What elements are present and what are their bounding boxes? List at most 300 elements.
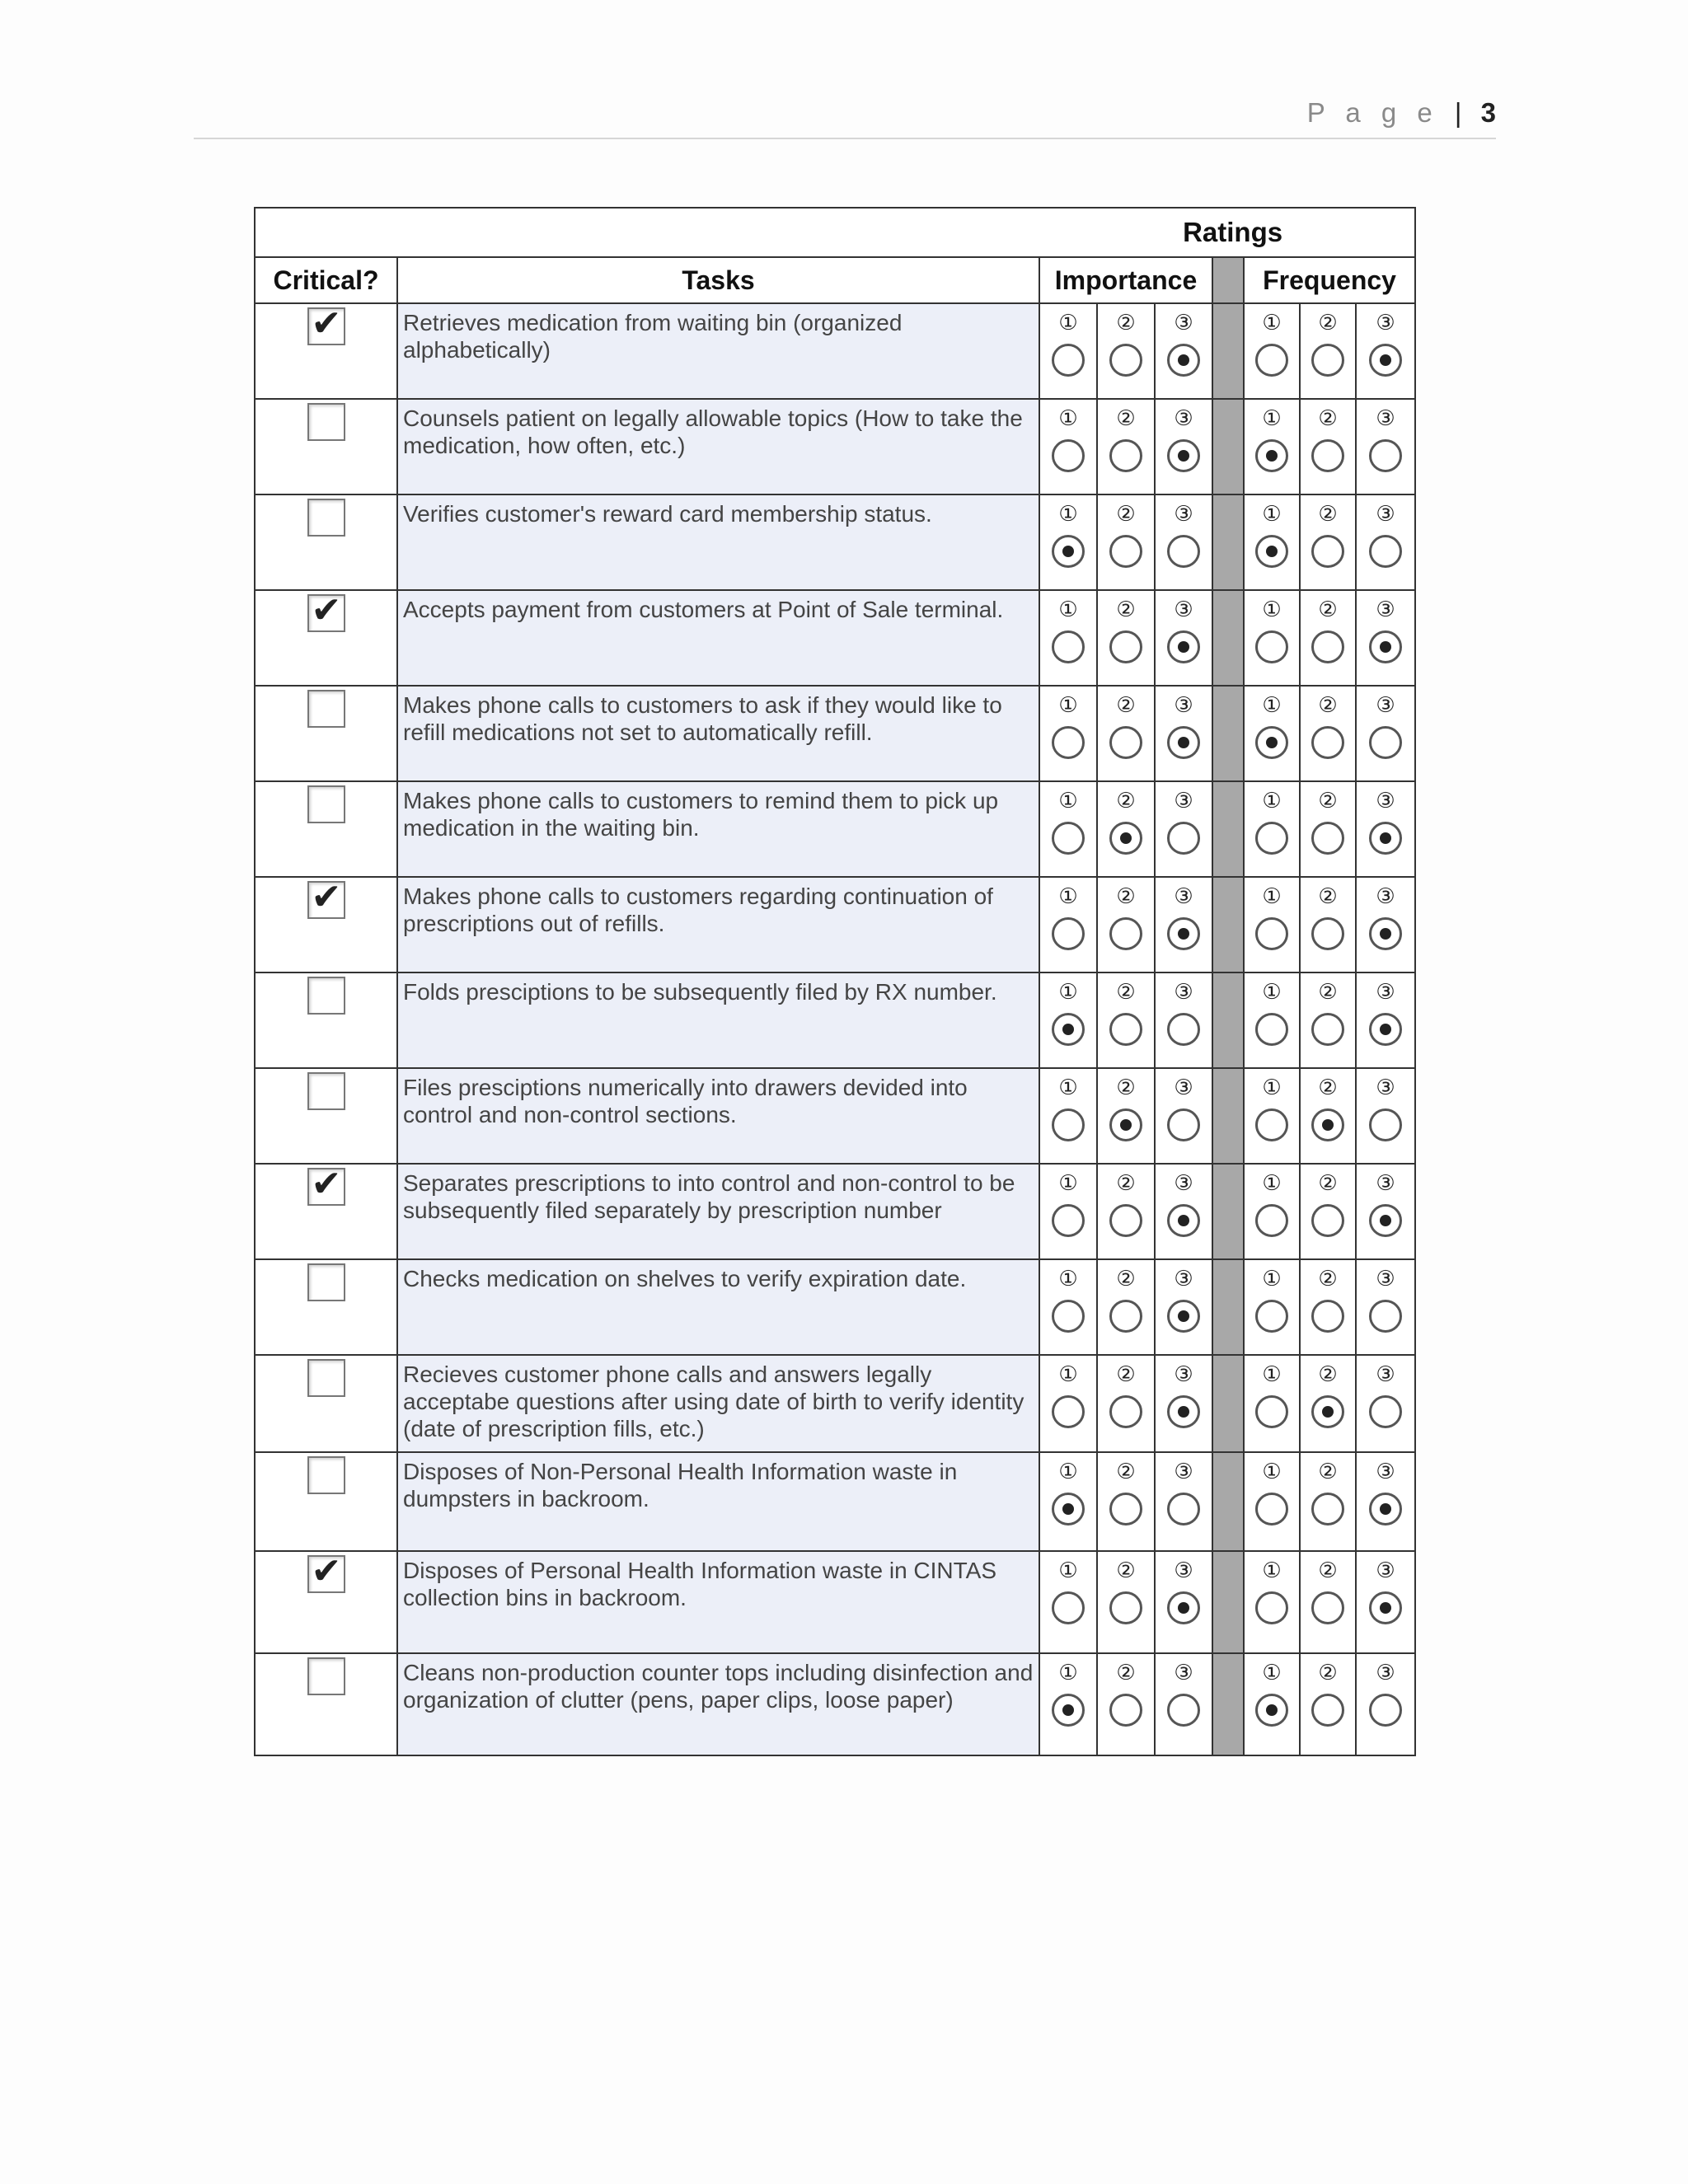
importance-radio-2[interactable] — [1109, 630, 1142, 663]
frequency-radio-2[interactable] — [1311, 1395, 1344, 1428]
importance-radio-2[interactable] — [1109, 1300, 1142, 1333]
importance-option-cell — [1155, 399, 1212, 494]
frequency-option-label: ① — [1262, 1076, 1282, 1100]
critical-header: Critical? — [255, 257, 397, 303]
frequency-radio-1[interactable] — [1255, 726, 1288, 759]
importance-radio-2[interactable] — [1109, 1694, 1142, 1727]
frequency-radio-3[interactable] — [1369, 726, 1402, 759]
frequency-option-label: ② — [1318, 1267, 1338, 1291]
importance-radio-2[interactable] — [1109, 1204, 1142, 1237]
frequency-option-cell — [1300, 1164, 1356, 1259]
frequency-radio-2[interactable] — [1311, 1013, 1344, 1046]
importance-radio-3[interactable] — [1167, 726, 1200, 759]
importance-radio-3[interactable] — [1167, 1493, 1200, 1526]
critical-checkbox[interactable] — [307, 785, 345, 823]
frequency-radio-2[interactable] — [1311, 439, 1344, 472]
importance-option-label: ① — [1058, 598, 1078, 622]
frequency-option-label: ② — [1318, 789, 1338, 813]
importance-header: Importance — [1039, 257, 1212, 303]
importance-option-label: ① — [1058, 1267, 1078, 1291]
importance-option-cell — [1097, 1164, 1155, 1259]
frequency-option-cell — [1356, 494, 1415, 590]
importance-option-label: ① — [1058, 980, 1078, 1005]
frequency-option-label: ① — [1262, 1460, 1282, 1484]
frequency-option-label: ② — [1318, 1661, 1338, 1685]
frequency-radio-3[interactable] — [1369, 1108, 1402, 1141]
importance-option-label: ① — [1058, 1661, 1078, 1685]
frequency-radio-1[interactable] — [1255, 344, 1288, 377]
importance-option-label: ① — [1058, 1558, 1078, 1583]
importance-option-label: ③ — [1174, 1076, 1193, 1100]
frequency-option-label: ① — [1262, 598, 1282, 622]
frequency-option-cell — [1244, 590, 1300, 686]
frequency-option-label: ③ — [1376, 693, 1395, 718]
importance-radio-2[interactable] — [1109, 535, 1142, 568]
checkmark-icon: ✔ — [311, 876, 342, 918]
importance-radio-1[interactable] — [1052, 1591, 1085, 1624]
frequency-radio-3[interactable] — [1369, 822, 1402, 855]
frequency-option-label: ③ — [1376, 502, 1395, 527]
task-text: Verifies customer's reward card membership status. — [397, 494, 1039, 590]
importance-option-cell — [1155, 590, 1212, 686]
critical-cell — [255, 303, 397, 399]
frequency-option-label: ② — [1318, 598, 1338, 622]
importance-option-label: ③ — [1174, 1460, 1193, 1484]
frequency-radio-1[interactable] — [1255, 1204, 1288, 1237]
task-text: Makes phone calls to customers regarding continuation of prescriptions out of refills. — [397, 877, 1039, 972]
frequency-option-cell — [1300, 972, 1356, 1068]
importance-option-label: ① — [1058, 1362, 1078, 1387]
importance-option-label: ③ — [1174, 1362, 1193, 1387]
task-rows — [255, 303, 1415, 1755]
table-row — [255, 590, 1415, 686]
importance-option-cell — [1039, 1452, 1097, 1551]
importance-radio-1[interactable] — [1052, 822, 1085, 855]
frequency-radio-3[interactable] — [1369, 1300, 1402, 1333]
importance-option-cell — [1039, 1653, 1097, 1755]
importance-option-cell — [1097, 1259, 1155, 1355]
frequency-option-label: ② — [1318, 980, 1338, 1005]
critical-cell — [255, 1259, 397, 1355]
checkmark-icon: ✔ — [311, 589, 342, 631]
frequency-option-cell — [1356, 1551, 1415, 1653]
importance-option-cell — [1097, 303, 1155, 399]
importance-option-label: ③ — [1174, 789, 1193, 813]
frequency-option-cell — [1300, 303, 1356, 399]
rating-divider — [1212, 1355, 1244, 1452]
frequency-option-cell — [1356, 686, 1415, 781]
frequency-radio-3[interactable] — [1369, 1493, 1402, 1526]
frequency-radio-1[interactable] — [1255, 1300, 1288, 1333]
frequency-radio-1[interactable] — [1255, 439, 1288, 472]
table-row — [255, 972, 1415, 1068]
frequency-option-label: ③ — [1376, 406, 1395, 431]
frequency-option-cell — [1244, 303, 1300, 399]
critical-checkbox[interactable] — [307, 876, 345, 919]
task-text: Files presciptions numerically into drawers devided into control and non-control sections. — [397, 1068, 1039, 1164]
importance-radio-1[interactable] — [1052, 1108, 1085, 1141]
frequency-option-cell — [1300, 877, 1356, 972]
importance-option-label: ③ — [1174, 1661, 1193, 1685]
importance-option-cell — [1155, 781, 1212, 877]
importance-radio-3[interactable] — [1167, 822, 1200, 855]
frequency-radio-3[interactable] — [1369, 1694, 1402, 1727]
importance-option-label: ② — [1116, 884, 1136, 909]
importance-radio-1[interactable] — [1052, 917, 1085, 950]
rating-divider — [1212, 1452, 1244, 1551]
frequency-option-label: ③ — [1376, 789, 1395, 813]
rating-divider — [1212, 1259, 1244, 1355]
importance-radio-2[interactable] — [1109, 439, 1142, 472]
rating-divider — [1212, 303, 1244, 399]
importance-option-label: ① — [1058, 1171, 1078, 1196]
frequency-radio-2[interactable] — [1311, 1108, 1344, 1141]
importance-option-label: ② — [1116, 1076, 1136, 1100]
frequency-radio-2[interactable] — [1311, 344, 1344, 377]
importance-option-label: ② — [1116, 1558, 1136, 1583]
frequency-radio-1[interactable] — [1255, 1493, 1288, 1526]
rating-divider — [1212, 1653, 1244, 1755]
frequency-radio-3[interactable] — [1369, 917, 1402, 950]
frequency-radio-1[interactable] — [1255, 535, 1288, 568]
task-text: Makes phone calls to customers to ask if they would like to refill medications not set to automatically refill. — [397, 686, 1039, 781]
frequency-option-cell — [1300, 494, 1356, 590]
importance-option-cell — [1155, 1452, 1212, 1551]
importance-option-label: ③ — [1174, 1267, 1193, 1291]
frequency-option-cell — [1244, 686, 1300, 781]
frequency-option-cell — [1244, 1355, 1300, 1452]
frequency-option-label: ① — [1262, 884, 1282, 909]
table-row — [255, 1355, 1415, 1452]
frequency-radio-3[interactable] — [1369, 1013, 1402, 1046]
importance-radio-3[interactable] — [1167, 1108, 1200, 1141]
frequency-radio-2[interactable] — [1311, 1591, 1344, 1624]
critical-checkbox[interactable] — [307, 977, 345, 1015]
importance-radio-3[interactable] — [1167, 630, 1200, 663]
frequency-radio-2[interactable] — [1311, 822, 1344, 855]
frequency-option-label: ③ — [1376, 1171, 1395, 1196]
importance-option-label: ② — [1116, 598, 1136, 622]
rating-divider — [1212, 1164, 1244, 1259]
frequency-radio-3[interactable] — [1369, 630, 1402, 663]
importance-radio-1[interactable] — [1052, 1204, 1085, 1237]
frequency-radio-1[interactable] — [1255, 1108, 1288, 1141]
importance-option-cell — [1155, 972, 1212, 1068]
frequency-option-label: ③ — [1376, 1558, 1395, 1583]
task-text: Checks medication on shelves to verify expiration date. — [397, 1259, 1039, 1355]
importance-option-label: ① — [1058, 406, 1078, 431]
frequency-option-label: ② — [1318, 1558, 1338, 1583]
critical-checkbox[interactable] — [307, 1072, 345, 1110]
critical-cell — [255, 1355, 397, 1452]
importance-option-label: ② — [1116, 1661, 1136, 1685]
page-label: P a g e — [1306, 97, 1439, 128]
critical-cell — [255, 781, 397, 877]
importance-option-cell — [1097, 1355, 1155, 1452]
importance-radio-3[interactable] — [1167, 344, 1200, 377]
importance-option-cell — [1097, 494, 1155, 590]
critical-checkbox[interactable] — [307, 403, 345, 441]
critical-checkbox[interactable] — [307, 1163, 345, 1206]
frequency-radio-3[interactable] — [1369, 439, 1402, 472]
task-text: Folds presciptions to be subsequently filed by RX number. — [397, 972, 1039, 1068]
importance-option-cell — [1097, 972, 1155, 1068]
importance-radio-2[interactable] — [1109, 917, 1142, 950]
frequency-radio-2[interactable] — [1311, 630, 1344, 663]
importance-option-cell — [1039, 781, 1097, 877]
task-text: Makes phone calls to customers to remind them to pick up medication in the waiting bin. — [397, 781, 1039, 877]
table-row — [255, 1068, 1415, 1164]
table-row — [255, 494, 1415, 590]
rating-divider — [1212, 686, 1244, 781]
frequency-option-label: ③ — [1376, 1460, 1395, 1484]
frequency-option-label: ① — [1262, 1661, 1282, 1685]
critical-cell — [255, 399, 397, 494]
task-text: Separates prescriptions to into control and non-control to be subsequently filed separately by prescription number — [397, 1164, 1039, 1259]
importance-radio-2[interactable] — [1109, 1013, 1142, 1046]
importance-radio-1[interactable] — [1052, 344, 1085, 377]
task-text: Disposes of Non-Personal Health Information waste in dumpsters in backroom. — [397, 1452, 1039, 1551]
table-row — [255, 1551, 1415, 1653]
frequency-option-cell — [1300, 1259, 1356, 1355]
frequency-option-label: ② — [1318, 311, 1338, 335]
frequency-radio-2[interactable] — [1311, 1493, 1344, 1526]
importance-radio-2[interactable] — [1109, 344, 1142, 377]
importance-option-label: ① — [1058, 693, 1078, 718]
importance-option-cell — [1155, 1164, 1212, 1259]
importance-radio-1[interactable] — [1052, 630, 1085, 663]
frequency-option-cell — [1244, 1068, 1300, 1164]
importance-option-label: ② — [1116, 980, 1136, 1005]
frequency-radio-1[interactable] — [1255, 1694, 1288, 1727]
frequency-radio-3[interactable] — [1369, 344, 1402, 377]
importance-radio-3[interactable] — [1167, 535, 1200, 568]
importance-radio-1[interactable] — [1052, 439, 1085, 472]
critical-cell — [255, 1653, 397, 1755]
importance-option-label: ③ — [1174, 693, 1193, 718]
critical-cell — [255, 1068, 397, 1164]
frequency-option-cell — [1244, 399, 1300, 494]
frequency-option-label: ③ — [1376, 1076, 1395, 1100]
frequency-radio-1[interactable] — [1255, 822, 1288, 855]
frequency-option-label: ① — [1262, 502, 1282, 527]
importance-option-label: ③ — [1174, 980, 1193, 1005]
importance-option-cell — [1039, 494, 1097, 590]
importance-radio-1[interactable] — [1052, 1300, 1085, 1333]
critical-cell — [255, 972, 397, 1068]
frequency-option-label: ① — [1262, 1558, 1282, 1583]
importance-option-label: ③ — [1174, 598, 1193, 622]
frequency-option-label: ① — [1262, 980, 1282, 1005]
frequency-radio-1[interactable] — [1255, 917, 1288, 950]
frequency-option-cell — [1356, 1452, 1415, 1551]
critical-checkbox[interactable] — [307, 1550, 345, 1593]
importance-option-label: ② — [1116, 1267, 1136, 1291]
frequency-radio-2[interactable] — [1311, 917, 1344, 950]
importance-option-cell — [1097, 686, 1155, 781]
critical-checkbox[interactable] — [307, 1359, 345, 1397]
rating-divider — [1212, 399, 1244, 494]
importance-option-cell — [1039, 972, 1097, 1068]
ratings-title: Ratings — [255, 208, 1415, 257]
importance-option-cell — [1155, 1551, 1212, 1653]
importance-option-cell — [1097, 590, 1155, 686]
importance-option-label: ③ — [1174, 406, 1193, 431]
critical-checkbox[interactable] — [307, 1456, 345, 1494]
importance-option-label: ① — [1058, 789, 1078, 813]
header-rule — [194, 138, 1496, 139]
frequency-radio-3[interactable] — [1369, 1591, 1402, 1624]
importance-option-cell — [1155, 303, 1212, 399]
table-row — [255, 1164, 1415, 1259]
critical-cell — [255, 590, 397, 686]
importance-radio-1[interactable] — [1052, 1395, 1085, 1428]
task-text: Counsels patient on legally allowable topics (How to take the medication, how often, etc.) — [397, 399, 1039, 494]
importance-option-cell — [1039, 1551, 1097, 1653]
frequency-option-cell — [1244, 1164, 1300, 1259]
importance-option-cell — [1155, 686, 1212, 781]
critical-checkbox[interactable] — [307, 499, 345, 537]
frequency-radio-1[interactable] — [1255, 630, 1288, 663]
importance-radio-3[interactable] — [1167, 1591, 1200, 1624]
critical-cell — [255, 686, 397, 781]
frequency-option-label: ① — [1262, 1267, 1282, 1291]
importance-radio-1[interactable] — [1052, 535, 1085, 568]
importance-option-cell — [1097, 1653, 1155, 1755]
frequency-option-cell — [1300, 1551, 1356, 1653]
importance-option-cell — [1039, 1259, 1097, 1355]
page-separator: | — [1454, 97, 1462, 128]
frequency-option-cell — [1244, 1551, 1300, 1653]
importance-radio-2[interactable] — [1109, 1591, 1142, 1624]
importance-radio-3[interactable] — [1167, 1395, 1200, 1428]
page-number: 3 — [1480, 97, 1496, 128]
frequency-option-cell — [1244, 1259, 1300, 1355]
importance-option-cell — [1155, 1355, 1212, 1452]
frequency-radio-3[interactable] — [1369, 1204, 1402, 1237]
importance-option-label: ③ — [1174, 311, 1193, 335]
frequency-option-label: ② — [1318, 1460, 1338, 1484]
importance-radio-3[interactable] — [1167, 439, 1200, 472]
importance-radio-2[interactable] — [1109, 1493, 1142, 1526]
importance-radio-2[interactable] — [1109, 726, 1142, 759]
table-row — [255, 303, 1415, 399]
frequency-option-cell — [1356, 1355, 1415, 1452]
frequency-option-label: ① — [1262, 311, 1282, 335]
critical-cell — [255, 1452, 397, 1551]
importance-option-cell — [1097, 1452, 1155, 1551]
frequency-option-cell — [1244, 877, 1300, 972]
frequency-option-cell — [1300, 686, 1356, 781]
importance-radio-3[interactable] — [1167, 917, 1200, 950]
frequency-radio-2[interactable] — [1311, 1204, 1344, 1237]
importance-option-label: ② — [1116, 789, 1136, 813]
checkmark-icon: ✔ — [311, 1163, 342, 1205]
frequency-option-label: ③ — [1376, 1267, 1395, 1291]
importance-option-label: ① — [1058, 1076, 1078, 1100]
critical-cell — [255, 1551, 397, 1653]
frequency-option-label: ③ — [1376, 1362, 1395, 1387]
critical-cell — [255, 877, 397, 972]
task-text: Disposes of Personal Health Information waste in CINTAS collection bins in backroom. — [397, 1551, 1039, 1653]
frequency-option-label: ② — [1318, 1362, 1338, 1387]
importance-option-label: ② — [1116, 406, 1136, 431]
importance-radio-2[interactable] — [1109, 1395, 1142, 1428]
importance-radio-3[interactable] — [1167, 1204, 1200, 1237]
frequency-option-label: ③ — [1376, 598, 1395, 622]
importance-option-label: ③ — [1174, 1171, 1193, 1196]
frequency-option-cell — [1300, 781, 1356, 877]
importance-option-cell — [1097, 877, 1155, 972]
critical-checkbox[interactable] — [307, 302, 345, 345]
importance-option-cell — [1097, 781, 1155, 877]
importance-radio-3[interactable] — [1167, 1694, 1200, 1727]
importance-option-label: ② — [1116, 311, 1136, 335]
importance-radio-1[interactable] — [1052, 1694, 1085, 1727]
frequency-radio-2[interactable] — [1311, 1694, 1344, 1727]
critical-checkbox[interactable] — [307, 690, 345, 728]
frequency-radio-1[interactable] — [1255, 1013, 1288, 1046]
frequency-option-cell — [1356, 399, 1415, 494]
critical-checkbox[interactable] — [307, 1263, 345, 1301]
table-row — [255, 781, 1415, 877]
frequency-option-label: ③ — [1376, 884, 1395, 909]
importance-option-label: ③ — [1174, 502, 1193, 527]
importance-option-cell — [1039, 877, 1097, 972]
rating-divider — [1212, 781, 1244, 877]
frequency-option-cell — [1356, 303, 1415, 399]
frequency-option-cell — [1244, 972, 1300, 1068]
frequency-radio-2[interactable] — [1311, 1300, 1344, 1333]
importance-option-cell — [1097, 1068, 1155, 1164]
frequency-option-cell — [1356, 1259, 1415, 1355]
importance-radio-1[interactable] — [1052, 1013, 1085, 1046]
page-header — [1307, 97, 1496, 129]
frequency-radio-3[interactable] — [1369, 535, 1402, 568]
importance-radio-1[interactable] — [1052, 726, 1085, 759]
frequency-radio-1[interactable] — [1255, 1395, 1288, 1428]
importance-option-label: ① — [1058, 502, 1078, 527]
table-row — [255, 877, 1415, 972]
importance-radio-3[interactable] — [1167, 1013, 1200, 1046]
frequency-option-label: ② — [1318, 693, 1338, 718]
frequency-option-cell — [1356, 590, 1415, 686]
frequency-option-label: ① — [1262, 693, 1282, 718]
importance-option-label: ③ — [1174, 1558, 1193, 1583]
critical-checkbox[interactable] — [307, 589, 345, 632]
importance-option-label: ② — [1116, 502, 1136, 527]
importance-radio-2[interactable] — [1109, 1108, 1142, 1141]
frequency-radio-1[interactable] — [1255, 1591, 1288, 1624]
frequency-option-cell — [1300, 1068, 1356, 1164]
frequency-option-cell — [1300, 1452, 1356, 1551]
importance-option-cell — [1155, 1068, 1212, 1164]
frequency-option-label: ② — [1318, 406, 1338, 431]
frequency-radio-3[interactable] — [1369, 1395, 1402, 1428]
table-row — [255, 686, 1415, 781]
importance-option-label: ② — [1116, 1362, 1136, 1387]
critical-cell — [255, 494, 397, 590]
frequency-radio-2[interactable] — [1311, 535, 1344, 568]
importance-option-cell — [1155, 1653, 1212, 1755]
frequency-option-cell — [1244, 494, 1300, 590]
checkmark-icon: ✔ — [311, 302, 342, 344]
importance-radio-1[interactable] — [1052, 1493, 1085, 1526]
importance-radio-3[interactable] — [1167, 1300, 1200, 1333]
importance-radio-2[interactable] — [1109, 822, 1142, 855]
frequency-radio-2[interactable] — [1311, 726, 1344, 759]
critical-checkbox[interactable] — [307, 1657, 345, 1695]
